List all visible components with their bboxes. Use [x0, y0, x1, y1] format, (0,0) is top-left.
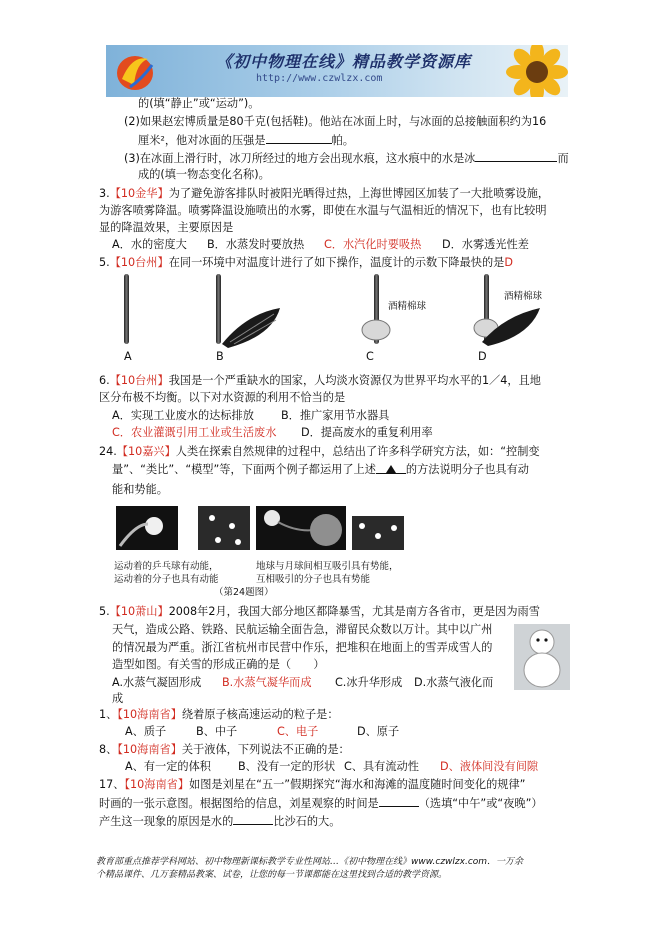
thermometer-figure [112, 272, 552, 368]
text-span: 量”、“类比”、“模型”等，下面两个例子都运用了上述 [112, 463, 376, 476]
molecule-icon [198, 506, 250, 550]
option-a: A.水蒸气凝固形成 [112, 676, 202, 689]
cotton-label: 酒精棉球 [388, 301, 427, 312]
answer-blank[interactable] [475, 151, 557, 162]
text-line [124, 151, 569, 166]
text-span: (3)在冰面上滑行时，冰刀所经过的地方会出现水痕，这水痕中的水是冰 [124, 152, 476, 165]
banner-title: 《初中物理在线》精品教学资源库 [216, 52, 472, 71]
option-c: C.冰升华形成 [335, 676, 403, 689]
option-b: B、中子 [196, 725, 238, 738]
ball-motion-icon [116, 506, 178, 550]
text-line: (2)如果赵宏博质量是80千克(包括鞋)。他站在冰面上时，与冰面的总接触面积约为16 [124, 115, 547, 128]
question-number: 5. [99, 256, 110, 269]
text-line [99, 605, 540, 619]
source-tag: 【10嘉兴】 [116, 445, 176, 458]
text-line [99, 187, 549, 201]
text-line: 能和势能。 [112, 483, 168, 496]
figure-label: A [124, 350, 132, 363]
question-number: 6. [99, 374, 110, 387]
option-c-answer: C．农业灌溉引用工业或生活废水 [112, 426, 277, 439]
question-number: 17、 [99, 778, 125, 791]
source-tag: 【10海南省】 [124, 778, 190, 791]
text-line [99, 778, 525, 792]
question-number: 1、 [99, 708, 118, 721]
text-span: 绕着原子核高速运动的粒子是： [181, 708, 339, 721]
text-line: 成的(填一物态变化名称)。 [138, 168, 270, 181]
text-span: 关于液体，下列说法不正确的是： [181, 743, 350, 756]
logo-icon [112, 49, 158, 93]
option-a: A、有一定的体积 [125, 760, 211, 773]
option-d: D、原子 [357, 725, 400, 738]
source-tag: 【10台州】 [109, 374, 169, 387]
figure-caption: （第24题图） [214, 587, 274, 598]
text-line [99, 445, 540, 459]
snowman-icon [514, 624, 570, 690]
text-span: （选填“中午”或“夜晚”） [418, 797, 543, 810]
answer-blank[interactable] [233, 814, 273, 825]
text-span: 在同一环境中对温度计进行了如下操作，温度计的示数下降最快的是 [168, 256, 505, 269]
option-a: A．实现工业废水的达标排放 [112, 409, 254, 422]
snowman-photo [514, 624, 570, 690]
text-line [99, 708, 339, 722]
answer-blank[interactable] [379, 796, 419, 807]
text-line [99, 796, 543, 811]
text-line: 为游客喷雾降温。喷雾降温设施喷出的水雾，即使在水温与气温相近的情况下，也有比较明 [99, 204, 547, 217]
text-span: 我国是一个严重缺水的国家，人均淡水资源仅为世界平均水平的1／4，且地 [168, 374, 541, 387]
question-number: 3. [99, 187, 110, 200]
molecule-photo [198, 506, 250, 550]
text-span: 人类在探索自然规律的过程中，总结出了许多科学研究方法，如：“控制变 [175, 445, 540, 458]
source-tag: 【10金华】 [109, 187, 169, 200]
footer-line: 个精品课件、几万套精品教案、试卷，让您的每一节课都能在这里找到合适的教学资源。 [96, 870, 448, 880]
fan-cotton-icon [464, 298, 544, 346]
answer-blank[interactable] [376, 463, 406, 474]
option-b: B．水蒸发时要放热 [207, 238, 305, 251]
molecule-icon [352, 516, 404, 550]
option-c: C、具有流动性 [344, 760, 419, 773]
figure-caption: 地球与月球间相互吸引具有势能， [256, 561, 399, 572]
text-span: 为了避免游客排队时被阳光晒得过热，上海世博园区加装了一大批喷雾设施， [168, 187, 550, 200]
text-line: 成 [112, 692, 124, 705]
text-span: 2008年2月，我国大部分地区都降暴雪，尤其是南方各省市，更是因为雨雪 [168, 605, 540, 618]
text-span: 时画的一张示意图。根据图给的信息，刘星观察的时间是 [99, 797, 379, 810]
text-span: 的方法说明分子也具有动 [405, 463, 529, 476]
text-line: 区分布极不均衡。以下对水资源的利用不恰当的是 [99, 391, 346, 404]
option-a: A、质子 [125, 725, 167, 738]
text-line [112, 463, 529, 477]
question-number: 8、 [99, 743, 118, 756]
option-d: D.水蒸气液化而 [414, 676, 494, 689]
source-tag: 【10海南省】 [117, 708, 182, 721]
figure-label: D [478, 350, 487, 363]
source-tag: 【10台州】 [109, 256, 169, 269]
option-a: A．水的密度大 [112, 238, 187, 251]
option-d: D．提高废水的重复利用率 [301, 426, 433, 439]
triangle-icon [386, 465, 396, 473]
text-span: 如图是刘星在“五一”假期探究“海水和海滩的温度随时间变化的规律” [189, 778, 526, 791]
text-line: 的(填“静止”或“运动”)。 [138, 97, 260, 110]
text-line: 天气，造成公路、铁路、民航运输全面告急，滞留民众数以万计。其中以广州 [112, 623, 493, 636]
answer-blank[interactable] [266, 133, 332, 144]
answer-mark: D [504, 256, 513, 269]
text-line [99, 256, 513, 270]
earth-moon-icon [256, 506, 346, 550]
source-tag: 【10萧山】 [109, 605, 169, 618]
cotton-label: 酒精棉球 [504, 291, 543, 302]
text-span: 帕。 [331, 134, 354, 147]
text-line: 造型如图。有关雪的形成正确的是（ ） [112, 658, 325, 671]
text-span: 产生这一现象的原因是水的 [99, 815, 234, 828]
text-line [99, 743, 350, 757]
text-span: 比沙石的大。 [273, 815, 341, 828]
text-span: 而 [557, 152, 569, 165]
option-b-answer: B.水蒸气凝华而成 [222, 676, 312, 689]
source-tag: 【10海南省】 [117, 743, 182, 756]
question-number: 24. [99, 445, 117, 458]
option-c-answer: C、电子 [277, 725, 319, 738]
footer-line: 教育部重点推荐学科网站、初中物理新课标教学专业性网站…《初中物理在线》www.czwlzx.com．一万余 [96, 857, 524, 867]
pingpong-photo [116, 506, 178, 550]
option-b: B、没有一定的形状 [238, 760, 336, 773]
text-line [99, 814, 340, 829]
option-d: D．水雾透光性差 [442, 238, 529, 251]
sunflower-icon [502, 45, 568, 97]
text-line: 显的降温效果，主要原因是 [99, 221, 234, 234]
figure-caption: 互相吸引的分子也具有势能 [256, 574, 371, 585]
option-d-answer: D、液体间没有间隙 [440, 760, 539, 773]
figure-caption: 运动着的分子也具有动能 [114, 574, 219, 585]
text-line [99, 374, 541, 388]
text-line: 的情况最为严重。浙江省杭州市民营中作乐，把堆积在地面上的雪弄成雪人的 [112, 641, 493, 654]
earth-moon-photo [256, 506, 346, 550]
fan-icon [216, 300, 286, 350]
thermometer-a [124, 274, 129, 344]
header-banner [106, 45, 568, 97]
figure-label: C [366, 350, 374, 363]
banner-url: http://www.czwlzx.com [256, 73, 383, 84]
option-c-answer: C．水汽化时要吸热 [324, 238, 422, 251]
molecule-photo [352, 516, 404, 550]
cotton-ball-icon [356, 314, 396, 344]
figure-label: B [216, 350, 224, 363]
question-number: 5. [99, 605, 110, 618]
option-b: B．推广家用节水器具 [281, 409, 390, 422]
text-span: 厘米²，他对冰面的压强是 [138, 134, 266, 147]
text-line [138, 133, 354, 148]
figure-caption: 运动着的乒乓球有动能， [114, 561, 219, 572]
